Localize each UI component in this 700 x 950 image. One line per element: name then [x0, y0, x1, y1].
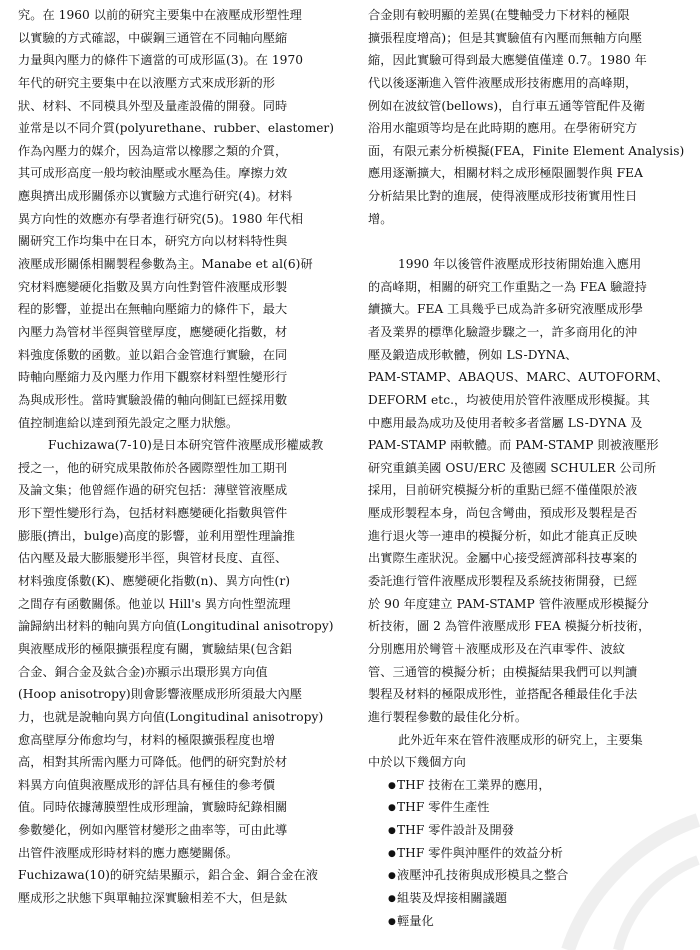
left-text-line: 合金、銅合金及鈦合金)亦顯示出環形異方向值 — [18, 664, 268, 679]
bullet-text: THF 技術在工業界的應用， — [397, 777, 551, 792]
right-text-line: 面，有限元素分析模擬(FEA，Finite Element Analysis) — [368, 143, 684, 158]
left-text-line: 關研究工作均集中在日本，研究方向以材料特性與 — [18, 234, 288, 249]
left-text-line: 狀、材料、不同模具外型及量產設備的開發。同時 — [18, 98, 288, 113]
right-text-line: 壓及鍛造成形軟體，例如 LS-DYNA、 — [368, 347, 578, 362]
watermark-logo — [548, 800, 700, 950]
right-text-line: 浴用水龍頭等均是在此時期的應用。在學術研究方 — [368, 121, 638, 136]
left-text-line: 高，相對其所需內壓力可降低。他們的研究對於材 — [18, 755, 288, 770]
right-text-line: PAM-STAMP、ABAQUS、MARC、AUTOFORM、 — [368, 370, 669, 385]
bullet-icon: ● — [388, 826, 396, 837]
left-text-line: 料強度係數的函數。並以鋁合金管進行實驗，在同 — [18, 347, 288, 362]
left-text-line: 參數變化，例如內壓管材變形之曲率等，可由此導 — [18, 823, 288, 838]
left-text-line: 異方向性的效應亦有學者進行研究(5)。1980 年代相 — [18, 211, 304, 226]
right-text-line: 縮，因此實驗可得到最大應變值僅達 0.7。1980 年 — [368, 53, 647, 68]
left-text-line: 膨脹(擠出，bulge)高度的影響，並利用塑性理論推 — [18, 528, 295, 543]
right-text-line: 於 90 年度建立 PAM-STAMP 管件液壓成形模擬分 — [368, 596, 649, 611]
left-text-line: 力量與內壓力的條件下適當的可成形區(3)。在 1970 — [18, 53, 304, 68]
bullet-list-item — [368, 774, 684, 797]
bullet-icon: ● — [388, 803, 396, 814]
left-text-line: 並常是以不同介質(polyurethane、rubber、elastomer) — [18, 121, 334, 136]
left-text-line: 料異方向值與液壓成形的評估具有極佳的參考價 — [18, 777, 275, 792]
left-text-line: 估內壓及最大膨脹變形半徑，與管材長度、直徑、 — [18, 551, 288, 566]
bullet-icon: ● — [388, 916, 396, 927]
right-text-line: 擴張程度增高)；但是其實驗值有內壓而無軸方向壓 — [368, 30, 643, 45]
left-text-line: 之間存有函數關係。他並以 Hill's 異方向性塑流理 — [18, 596, 291, 611]
left-text-line: 論歸納出材料的軸向異方向值(Longitudinal anisotropy) — [18, 619, 334, 634]
right-text-line: 管、三通管的模擬分析；由模擬結果我們可以判讀 — [368, 664, 638, 679]
bullet-icon: ● — [388, 871, 396, 882]
left-text-line: 究。在 1960 以前的研究主要集中在液壓成形塑性理 — [18, 8, 302, 22]
bullet-icon: ● — [388, 893, 396, 904]
left-text-line: 力，也就是說軸向異方向值(Longitudinal anisotropy) — [18, 709, 324, 724]
right-text-line: 增。 — [368, 211, 393, 226]
left-text-line: 形下塑性變形行為，包括材料應變硬化指數與管件 — [18, 506, 288, 521]
bullet-text: THF 零件與沖壓件的效益分析 — [397, 845, 563, 860]
right-text-line: 中於以下幾個方向 — [368, 755, 466, 770]
left-text-line: 年代的研究主要集中在以液壓方式來成形新的形 — [18, 75, 275, 90]
bullet-text: 液壓沖孔技術與成形模具之整合 — [397, 868, 569, 883]
right-text-line: 出實際生產狀況。金屬中心接受經濟部科技專案的 — [368, 551, 638, 566]
left-text-line: 以實驗的方式確認，中碳鋼三通管在不同軸向壓縮 — [18, 30, 288, 45]
right-text-line: 進行製程參數的最佳化分析。 — [368, 709, 528, 724]
right-text-line: 例如在波紋管(bellows)，自行車五通等管配件及衛 — [368, 98, 646, 113]
left-text-line: Fuchizawa(10)的研究結果顯示，鋁合金、銅合金在液 — [18, 868, 318, 883]
left-text-line: 授之一，他的研究成果散佈於各國際塑性加工期刊 — [18, 460, 288, 475]
left-text-line: 壓成形之狀態下與單軸拉深實驗相差不大，但是鈦 — [18, 890, 288, 905]
left-text-line: Fuchizawa(7-10)是日本研究管件液壓成形權威教 — [48, 438, 324, 453]
right-text-line: 研究重鎮美國 OSU/ERC 及德國 SCHULER 公司所 — [368, 460, 657, 475]
right-text-line: 應用逐漸擴大，相關材料之成形極限圖製作與 FEA — [368, 166, 643, 181]
right-text-line: 進行退火等一連串的模擬分析，如此才能真正反映 — [368, 528, 638, 543]
left-text-line: (Hoop anisotropy)則會影響液壓成形所須最大內壓 — [18, 687, 303, 702]
left-text-line: 程的影響，並提出在無軸向壓縮力的條件下，最大 — [18, 302, 288, 317]
right-text-line: 分別應用於彎管＋液壓成形及在汽車零件、波紋 — [368, 641, 625, 656]
left-text-line: 出管件液壓成形時材料的應力應變關係。 — [18, 845, 239, 860]
right-text-line: 採用，目前研究模擬分析的重點已經不僅僅限於液 — [368, 483, 638, 498]
right-text-line: 分析結果比對的進展，使得液壓成形技術實用性日 — [368, 189, 638, 204]
right-text-line: 製程及材料的極限成形性，並搭配各種最佳化手法 — [368, 687, 638, 702]
left-text-line: 及論文集；他曾經作過的研究包括：薄壁管液壓成 — [18, 483, 288, 498]
right-text-line: 此外近年來在管件液壓成形的研究上，主要集 — [398, 732, 643, 747]
right-text-line: DEFORM etc.，均被使用於管件液壓成形模擬。其 — [368, 392, 650, 407]
left-text-line: 液壓成形關係相關製程參數為主。Manabe et al(6)研 — [18, 257, 313, 272]
right-text-line: 代以後逐漸進入管件液壓成形技術應用的高峰期， — [368, 75, 638, 90]
bullet-text: THF 零件設計及開發 — [397, 823, 514, 838]
bullet-icon: ● — [388, 780, 396, 791]
right-text-line: 續擴大。FEA 工具幾乎已成為許多研究液壓成形學 — [368, 302, 643, 317]
right-text-line: 壓成形製程本身，尚包含彎曲，預成形及製程是否 — [368, 506, 638, 521]
bullet-text: 輕量化 — [397, 913, 434, 928]
left-text-line: 內壓力為管材半徑與管壁厚度，應變硬化指數，材 — [18, 324, 288, 339]
right-text-line: 析技術，圖 2 為管件液壓成形 FEA 模擬分析技術， — [368, 619, 651, 634]
left-text-line: 愈高壁厚分佈愈均勻，材料的極限擴張程度也增 — [18, 732, 275, 747]
right-text-line: 合金則有較明顯的差異(在雙軸受力下材料的極限 — [368, 8, 630, 22]
bullet-text: 組裝及焊接相關議題 — [397, 890, 508, 905]
left-text-line: 值控制進給以達到預先設定之壓力狀態。 — [18, 415, 239, 430]
left-text-column — [18, 4, 334, 910]
bullet-icon: ● — [388, 848, 396, 859]
right-text-line: PAM-STAMP 兩軟體。而 PAM-STAMP 則被液壓形 — [368, 438, 659, 453]
right-text-line: 的高峰期，相關的研究工作重點之一為 FEA 驗證持 — [368, 279, 647, 294]
left-text-line: 應與擠出成形關係亦以實驗方式進行研究(4)。材料 — [18, 189, 293, 204]
right-text-line: 者及業界的標準化驗證步驟之一，許多商用化的沖 — [368, 324, 638, 339]
left-text-line: 作為內壓力的媒介，因為這常以橡膠之類的介質， — [18, 143, 288, 158]
bullet-text: THF 零件生產性 — [397, 800, 490, 815]
left-text-line: 究材料應變硬化指數及異方向性對管件液壓成形製 — [18, 279, 288, 294]
left-text-line: 值。同時依據薄膜塑性成形理論，實驗時紀錄相關 — [18, 800, 288, 815]
left-text-line: 其可成形高度一般均較油壓或水壓為佳。摩擦力效 — [18, 166, 288, 181]
left-text-line: 為與成形性。當時實驗設備的軸向側缸已經採用數 — [18, 392, 288, 407]
right-text-line: 1990 年以後管件液壓成形技術開始進入應用 — [398, 257, 642, 272]
left-text-line: 材料強度係數(K)、應變硬化指數(n)、異方向性(r) — [18, 574, 291, 589]
right-text-column — [368, 4, 684, 932]
paragraph-spacer — [368, 230, 684, 253]
left-text-line: 與液壓成形的極限擴張程度有關，實驗結果(包含鋁 — [18, 641, 293, 656]
left-text-line: 時軸向壓縮力及內壓力作用下觀察材料塑性變形行 — [18, 370, 288, 385]
right-text-line: 中應用最為成功及使用者較多者當屬 LS-DYNA 及 — [368, 415, 643, 430]
right-text-line: 委託進行管件液壓成形製程及系統技術開發，已經 — [368, 574, 638, 589]
